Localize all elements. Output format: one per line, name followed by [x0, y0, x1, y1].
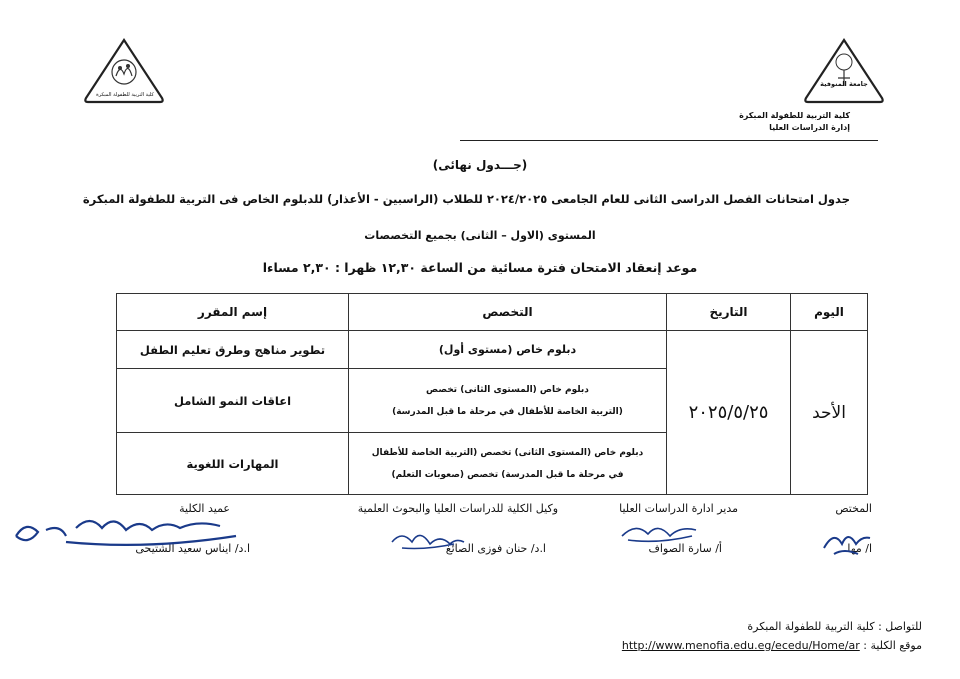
left-logo-caption: كلية التربية للطفولة المبكرة: [96, 92, 154, 98]
university-logo: [802, 36, 886, 106]
header-date: التاريخ: [667, 294, 791, 331]
college-name: كلية التربية للطفولة المبكرة: [739, 111, 850, 120]
department-name: إدارة الدراسات العليا: [769, 123, 850, 132]
signature-title: وكيل الكلية للدراسات العليا والبحوث العلمية: [357, 502, 558, 515]
signature-name: ا/ مها: [847, 542, 872, 555]
contact-line: [747, 620, 922, 633]
signature-name: ا.د/ حنان فوزى الصائغ: [445, 542, 546, 555]
contact-label: للتواصل :: [878, 620, 922, 633]
website-link[interactable]: http://www.menofia.edu.eg/ecedu/Home/ar: [621, 639, 860, 652]
exam-time: موعد إنعقاد الامتحان فترة مسائية من الساعة ١٢,٣٠ ظهرا : ٢,٣٠ مساءا: [262, 260, 698, 275]
signature-scribble: [618, 514, 700, 544]
final-label: (جـــدول نهائى): [432, 158, 528, 172]
specialization-line: دبلوم خاص (المستوى الثانى) تخصص: [426, 384, 589, 395]
website-label: موقع الكلية :: [863, 639, 922, 652]
website-line: [622, 639, 922, 652]
specialization-cell: [349, 433, 667, 495]
levels-subtitle: المستوى (الاول – الثانى) بجميع التخصصات: [364, 229, 596, 242]
signature-scribble: [6, 508, 246, 552]
specialization-line: دبلوم خاص (مستوى أول): [438, 343, 577, 356]
header-divider: [460, 140, 878, 141]
course-cell: اعاقات النمو الشامل: [117, 369, 349, 433]
signature-title: مدير ادارة الدراسات العليا: [619, 502, 738, 515]
date-cell: ٢٠٢٥/٥/٢٥: [667, 331, 791, 495]
specialization-cell: [349, 331, 667, 369]
table-header-row: [117, 294, 868, 331]
day-cell: الأحد: [791, 331, 868, 495]
specialization-line: (التربية الخاصة للأطفال في مرحلة ما قبل المدرسة): [392, 406, 623, 417]
header-course: إسم المقرر: [117, 294, 349, 331]
signature-name: ا.د/ ايناس سعيد الشتيحى: [135, 542, 250, 555]
specialization-line: دبلوم خاص (المستوى الثانى) تخصص (التربية الخاصة للأطفال: [371, 447, 644, 458]
specialization-cell: [349, 369, 667, 433]
course-cell: تطوير مناهج وطرق تعليم الطفل: [117, 331, 349, 369]
signature-name: أ/ سارة الصواف: [648, 542, 722, 555]
college-header: [739, 110, 850, 134]
exam-schedule-table: [116, 293, 868, 495]
course-cell: المهارات اللغوية: [117, 433, 349, 495]
document-title: جدول امتحانات الفصل الدراسى الثانى للعام الجامعى ٢٠٢٤/٢٠٢٥ للطلاب (الراسبين - الأعذار) للدبلوم الخاص فى التربية للطفولة المبكرة: [82, 192, 850, 206]
contact-value: كلية التربية للطفولة المبكرة: [747, 620, 875, 633]
specialization-line: في مرحلة ما قبل المدرسة) تخصص (صعوبات التعلم): [391, 469, 624, 480]
signature-title: عميد الكلية: [179, 502, 230, 515]
signature-title: المختص: [835, 502, 872, 515]
signature-scribble: [388, 524, 468, 552]
right-logo-caption: جامعة المنوفية: [820, 80, 868, 88]
header-day: اليوم: [791, 294, 868, 331]
header-specialization: التخصص: [349, 294, 667, 331]
table-row: [117, 331, 868, 369]
signature-scribble: [818, 514, 874, 558]
